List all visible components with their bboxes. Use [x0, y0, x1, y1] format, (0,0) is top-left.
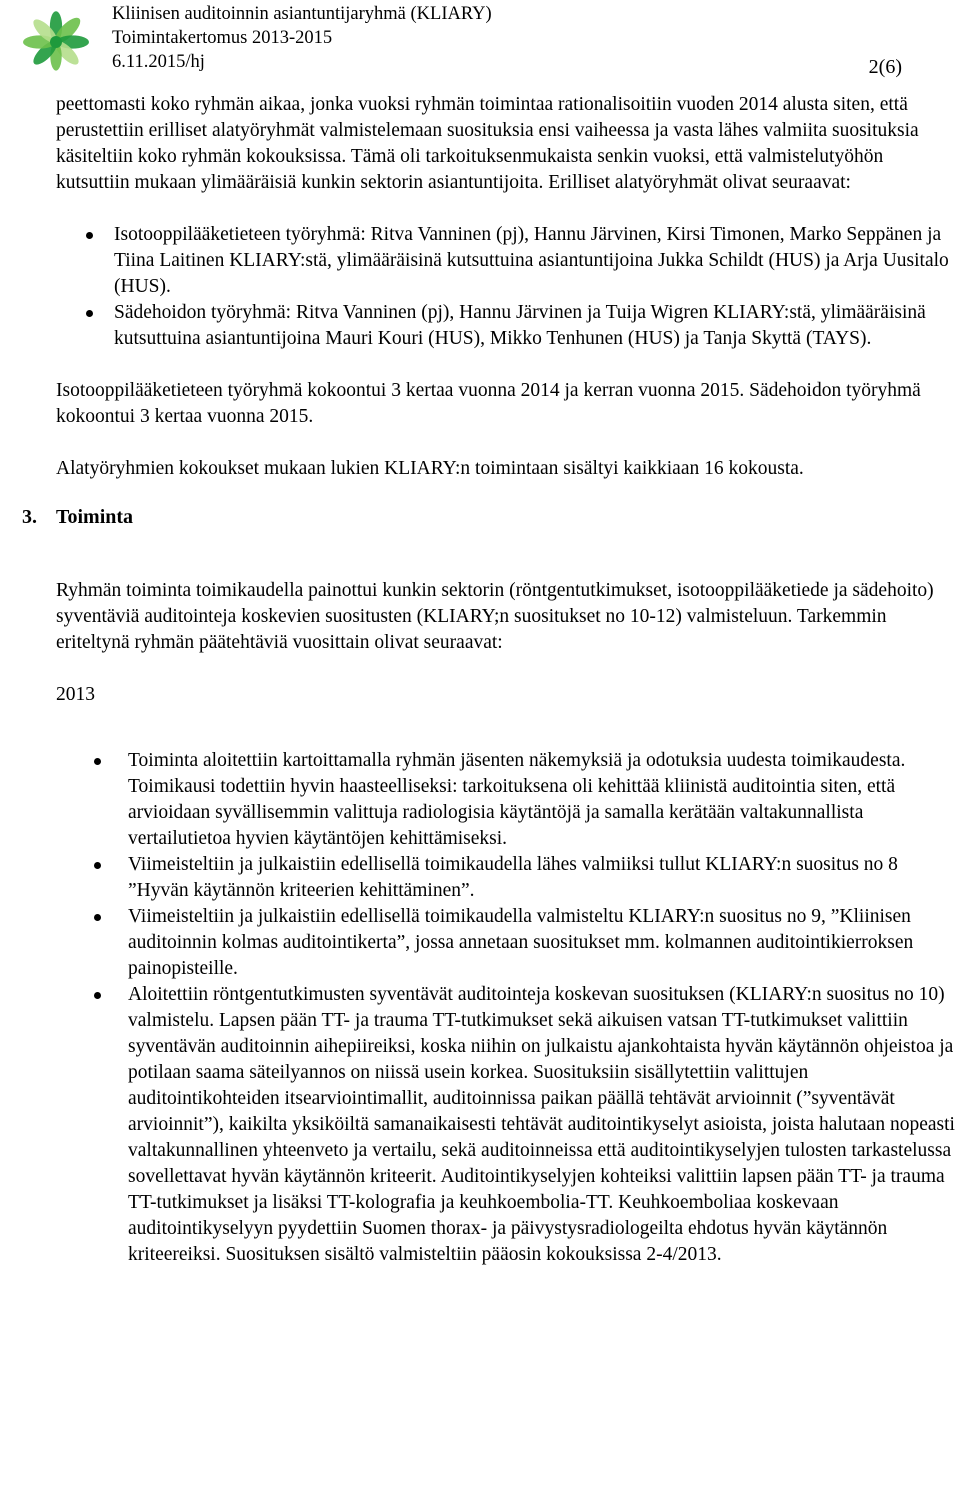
- paragraph-subgroups-intro: peettomasti koko ryhmän aikaa, jonka vuoksi ryhmän toimintaa rationalisoitiin vuoden 2014 alusta siten, että perustettiin erilliset alatyöryhmät valmistelemaan suosituksia ensi vaiheessa ja vasta lähes valmiita suosituksia käsiteltiin koko ryhmän kokouksissa. Tämä oli tarkoituksenmukaista senkin vuoksi, että valmistelutyöhön kutsuttiin mukaan ylimääräisiä kunkin sektorin asiantuntijoita. Erilliset alatyöryhmät olivat seuraavat:: [56, 94, 919, 193]
- section-number: 3.: [22, 506, 37, 528]
- paragraph-meetings: Isotooppilääketieteen työryhmä kokoontui 3 kertaa vuonna 2014 ja kerran vuonna 2015. Sädehoidon työryhmä kokoontui 3 kertaa vuonna 2015.: [56, 380, 921, 427]
- header-date: 6.11.2015/hj: [112, 52, 205, 72]
- page-number: 2(6): [868, 56, 902, 78]
- list-item: Aloitettiin röntgentutkimusten syventävät auditointeja koskevan suosituksen (KLIARY:n suositus no 10) valmistelu. Lapsen pään TT- ja trauma TT-tutkimukset sekä aikuisen vatsan TT-tutkimukset valittiin syventävän auditoinnin aihepiireiksi, koska niihin on julkaistu ajankohtaista hyvän käytännön ohjeistoa ja potilaan saama säteilyannos on niissä usein korkea. Suosituksiin sisällytettiin valittujen auditointikohteiden itsearviointimallit, auditoinnissa paikan päällä tehtävät arvioinnit (”syventävät arvioinnit”), kaikilta yksiköiltä samanaikaisesti tehtävät auditointikyselyt asioista, joista halutaan nopeasti valtakunnallinen yhteenveto ja vertailu, sekä auditoinneissa että auditointikyselyjen tulosten tarkastelussa sovellettavat hyvän käytännön kriteerit. Auditointikyselyjen kohteiksi valittiin lapsen pään TT- ja trauma TT-tutkimukset ja lisäksi TT-kolografia ja keuhkoembolia-TT. Keuhkoemboliaa koskevaan auditointikyselyyn pyydettiin Suomen thorax- ja päivystysradiologeilta ehdotus hyvän käytännön kriteereiksi. Suosituksen sisältö valmisteltiin pääosin kokouksissa 2-4/2013.: [56, 982, 956, 1268]
- header-text: [112, 2, 492, 74]
- list-item: Toiminta aloitettiin kartoittamalla ryhmän jäsenten näkemyksiä ja odotuksia uudesta toimikaudesta. Toimikausi todettiin hyvin haasteelliseksi: tarkoituksena oli kehittää kliinistä auditointia siten, että arvioidaan syvällisemmin valittuja radiologisia käytäntöjä ja samalla kerätään valtakunnallista vertailutietoa hyvien käytäntöjen kehittämiseksi.: [56, 748, 956, 852]
- list-item: Isotooppilääketieteen työryhmä: Ritva Vanninen (pj), Hannu Järvinen, Kirsi Timonen, Marko Seppänen ja Tiina Laitinen KLIARY:stä, ylimääräisinä kutsuttuina asiantuntijoina Jukka Schildt (HUS) ja Arja Uusitalo (HUS).: [56, 222, 956, 300]
- activities-2013-list: [56, 748, 956, 1268]
- section-title: Toiminta: [56, 506, 134, 528]
- header-report-title: Toimintakertomus 2013-2015: [112, 28, 333, 48]
- paragraph-activities: Ryhmän toiminta toimikaudella painottui kunkin sektorin (röntgentutkimukset, isotooppilääketiede ja sädehoito) syventäviä auditointeja koskevien suositusten (KLIARY;n suositukset no 10-12) valmisteluun. Tarkemmin eriteltynä ryhmän päätehtäviä vuosittain olivat seuraavat:: [56, 580, 934, 653]
- list-item: Viimeisteltiin ja julkaistiin edellisellä toimikaudella lähes valmiiksi tullut KLIARY:n suositus no 8 ”Hyvän käytännön kriteerien kehittäminen”.: [56, 852, 956, 904]
- logo-center-mark: [50, 36, 62, 48]
- year-heading: 2013: [56, 684, 95, 705]
- document-body: [22, 92, 956, 1268]
- paragraph-total-meetings: Alatyöryhmien kokoukset mukaan lukien KLIARY:n toimintaan sisältyi kaikkiaan 16 kokousta.: [56, 458, 804, 479]
- subgroup-list: [56, 222, 956, 352]
- header-organization: Kliinisen auditoinnin asiantuntijaryhmä (KLIARY): [112, 4, 492, 24]
- list-item: Viimeisteltiin ja julkaistiin edellisellä toimikaudella valmisteltu KLIARY:n suositus no 9, ”Kliinisen auditoinnin kolmas auditointikerta”, jossa annetaan suositukset mm. kolmannen auditointikierroksen painopisteille.: [56, 904, 956, 982]
- page-header: [0, 0, 960, 80]
- list-item: Sädehoidon työryhmä: Ritva Vanninen (pj), Hannu Järvinen ja Tuija Wigren KLIARY:stä, ylimääräisinä kutsuttuina asiantuntijoina Mauri Kouri (HUS), Mikko Tenhunen (HUS) ja Tanja Skyttä (TAYS).: [56, 300, 956, 352]
- organization-logo: [16, 2, 102, 76]
- section-heading: [22, 504, 956, 530]
